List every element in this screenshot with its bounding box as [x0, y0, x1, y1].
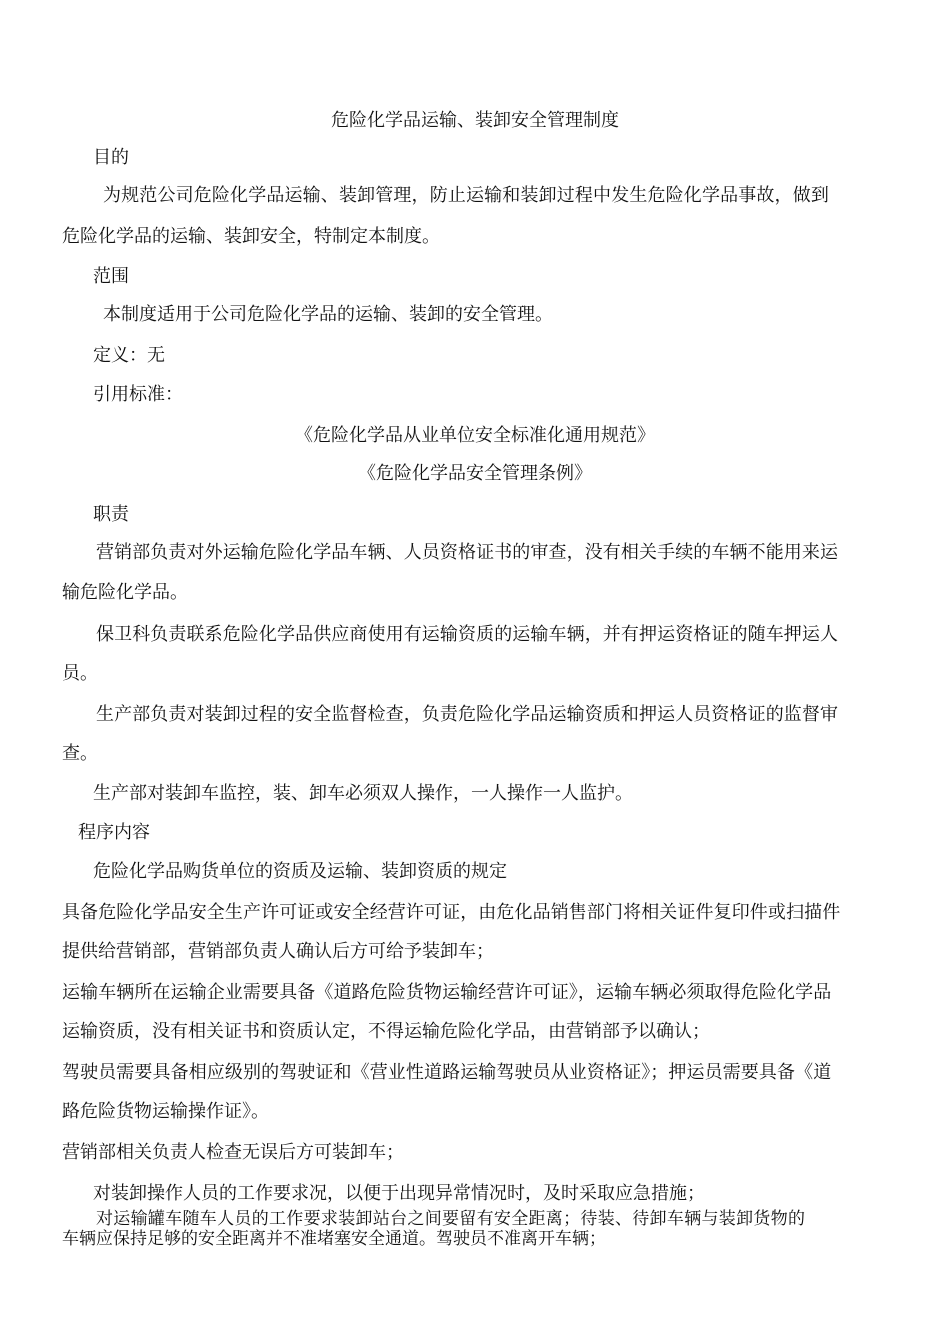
duty-paragraph-line: 查。: [62, 743, 98, 764]
duty-paragraph-line: 保卫科负责联系危险化学品供应商使用有运输资质的运输车辆，并有押运资格证的随车押运人: [96, 624, 839, 645]
purpose-paragraph-line: 为规范公司危险化学品运输、装卸管理，防止运输和装卸过程中发生危险化学品事故，做到: [103, 185, 829, 206]
duty-paragraph-line: 生产部负责对装卸过程的安全监督检查，负责危险化学品运输资质和押运人员资格证的监督审: [96, 704, 839, 725]
references-heading: 引用标准：: [93, 384, 183, 405]
rule-paragraph: 营销部相关负责人检查无误后方可装卸车；: [62, 1142, 404, 1163]
procedure-subheading: 危险化学品购货单位的资质及运输、装卸资质的规定: [93, 861, 507, 882]
rule-paragraph-line: 运输资质，没有相关证书和资质认定，不得运输危险化学品，由营销部予以确认；: [62, 1021, 710, 1042]
definition-line: 定义：无: [93, 345, 165, 366]
purpose-heading: 目的: [93, 147, 129, 168]
procedure-heading: 程序内容: [78, 822, 150, 843]
rule-paragraph-line: 提供给营销部，营销部负责人确认后方可给予装卸车；: [62, 941, 494, 962]
scope-paragraph: 本制度适用于公司危险化学品的运输、装卸的安全管理。: [103, 304, 553, 325]
duty-paragraph-line: 输危险化学品。: [62, 582, 188, 603]
rule-paragraph-line: 运输车辆所在运输企业需要具备《道路危险货物运输经营许可证》，运输车辆必须取得危险化学品: [62, 982, 832, 1003]
reference-item: 《危险化学品安全管理条例》: [358, 463, 592, 484]
duty-paragraph: 生产部对装卸车监控，装、卸车必须双人操作，一人操作一人监护。: [93, 783, 633, 804]
rule-paragraph-line: 具备危险化学品安全生产许可证或安全经营许可证，由危化品销售部门将相关证件复印件或扫描件: [62, 902, 841, 923]
reference-item: 《危险化学品从业单位安全标准化通用规范》: [295, 425, 655, 446]
rule-paragraph: 对装卸操作人员的工作要求况，以便于出现异常情况时，及时采取应急措施；: [93, 1183, 705, 1204]
document-title: 危险化学品运输、装卸安全管理制度: [331, 110, 619, 131]
duty-paragraph-line: 员。: [62, 663, 98, 684]
rule-paragraph-line: 驾驶员需要具备相应级别的驾驶证和《营业性道路运输驾驶员从业资格证》；押运员需要具备《道: [62, 1062, 832, 1083]
duty-paragraph-line: 营销部负责对外运输危险化学品车辆、人员资格证书的审查，没有相关手续的车辆不能用来运: [96, 542, 839, 563]
scope-heading: 范围: [93, 266, 129, 287]
rule-paragraph-line: 车辆应保持足够的安全距离并不准堵塞安全通道。驾驶员不准离开车辆；: [62, 1229, 606, 1249]
duties-heading: 职责: [93, 504, 129, 525]
rule-paragraph-line: 路危险货物运输操作证》。: [62, 1101, 269, 1122]
purpose-paragraph-line: 危险化学品的运输、装卸安全，特制定本制度。: [62, 226, 440, 247]
rule-paragraph-line: 对运输罐车随车人员的工作要求装卸站台之间要留有安全距离；待装、待卸车辆与装卸货物的: [96, 1209, 806, 1229]
